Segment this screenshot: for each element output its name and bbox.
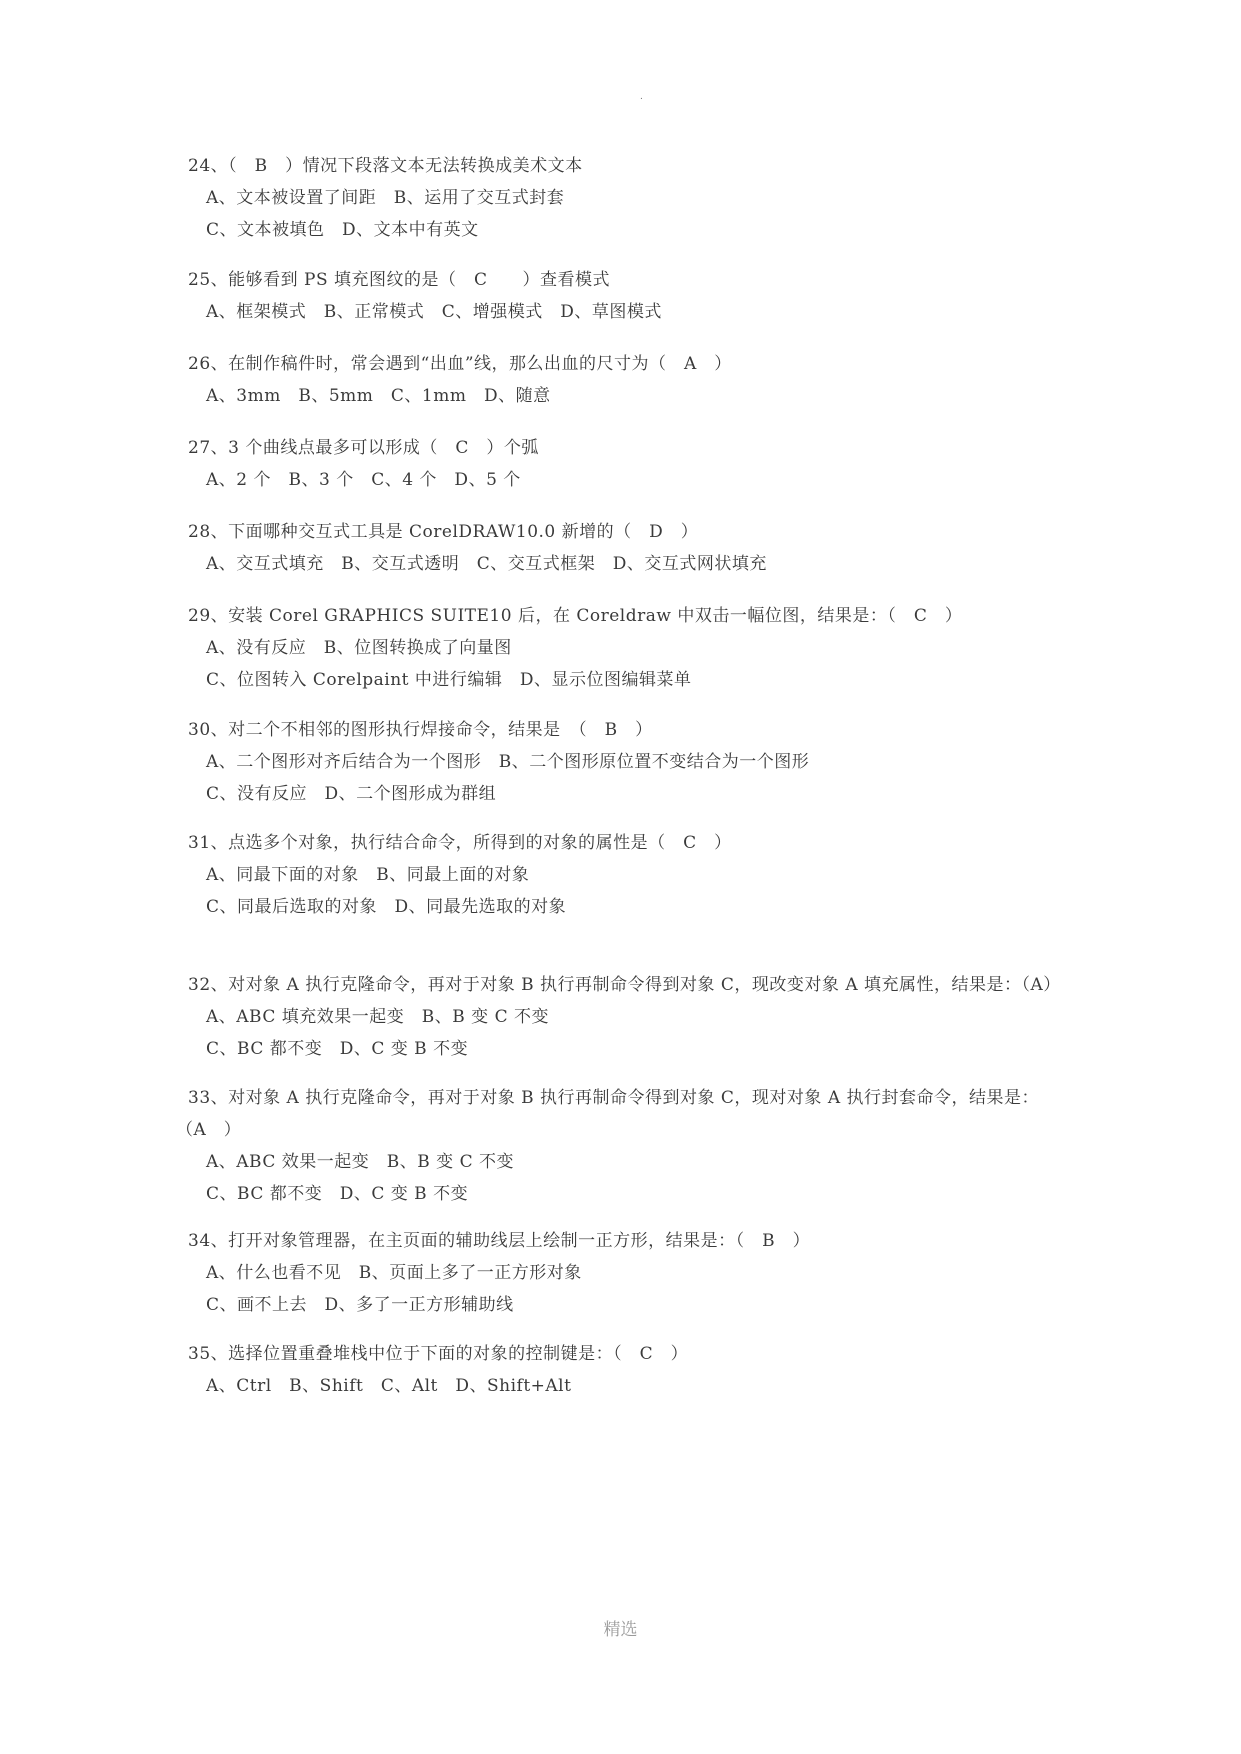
- question-title: 28、下面哪种交互式工具是 CorelDRAW10.0 新增的（ D ）: [188, 522, 699, 542]
- question-options: A、ABC 填充效果一起变 B、B 变 C 不变: [206, 1007, 549, 1027]
- question-title: 30、对二个不相邻的图形执行焊接命令，结果是 （ B ）: [188, 720, 653, 740]
- question-29: [188, 600, 1128, 696]
- question-24: [188, 150, 1128, 246]
- question-title: 31、点选多个对象，执行结合命令，所得到的对象的属性是（ C ）: [188, 833, 732, 853]
- question-title: 25、能够看到 PS 填充图纹的是（ C ）查看模式: [188, 270, 611, 290]
- question-options: C、文本被填色 D、文本中有英文: [206, 220, 479, 240]
- question-options: A、什么也看不见 B、页面上多了一正方形对象: [206, 1263, 582, 1283]
- question-title: 32、对对象 A 执行克隆命令，再对于对象 B 执行再制命令得到对象 C，现改变对象 A 填充属性，结果是：（A）: [188, 975, 1061, 995]
- question-options: A、Ctrl B、Shift C、Alt D、Shift+Alt: [206, 1376, 572, 1396]
- question-32: [188, 969, 1128, 1065]
- question-title: 29、安装 Corel GRAPHICS SUITE10 后，在 Coreldraw 中双击一幅位图，结果是：（ C ）: [188, 606, 963, 626]
- question-35: [188, 1338, 1128, 1402]
- question-options: A、同最下面的对象 B、同最上面的对象: [206, 865, 530, 885]
- question-27: [188, 432, 1128, 496]
- question-31: [188, 827, 1128, 923]
- question-28: [188, 516, 1128, 580]
- question-26: [188, 348, 1128, 412]
- question-options: A、文本被设置了间距 B、运用了交互式封套: [206, 188, 565, 208]
- question-options: C、画不上去 D、多了一正方形辅助线: [206, 1295, 514, 1315]
- question-title: 33、对对象 A 执行克隆命令，再对于对象 B 执行再制命令得到对象 C，现对对象 A 执行封套命令，结果是：: [188, 1088, 1040, 1108]
- question-options: A、框架模式 B、正常模式 C、增强模式 D、草图模式: [206, 302, 662, 322]
- question-options: A、二个图形对齐后结合为一个图形 B、二个图形原位置不变结合为一个图形: [206, 752, 810, 772]
- question-options: C、位图转入 Corelpaint 中进行编辑 D、显示位图编辑菜单: [206, 670, 692, 690]
- question-options: A、3mm B、5mm C、1mm D、随意: [206, 386, 551, 406]
- question-options: C、BC 都不变 D、C 变 B 不变: [206, 1039, 469, 1059]
- question-options: A、没有反应 B、位图转换成了向量图: [206, 638, 512, 658]
- question-answer: （A ）: [176, 1120, 242, 1140]
- question-options: A、2 个 B、3 个 C、4 个 D、5 个: [206, 470, 521, 490]
- question-title: 34、打开对象管理器，在主页面的辅助线层上绘制一正方形，结果是：（ B ）: [188, 1231, 811, 1251]
- question-options: C、没有反应 D、二个图形成为群组: [206, 784, 497, 804]
- question-title: 24、（ B ）情况下段落文本无法转换成美术文本: [188, 156, 583, 176]
- question-title: 27、3 个曲线点最多可以形成（ C ）个弧: [188, 438, 539, 458]
- question-title: 26、在制作稿件时，常会遇到“出血”线，那么出血的尺寸为（ A ）: [188, 354, 732, 374]
- question-options: C、同最后选取的对象 D、同最先选取的对象: [206, 897, 567, 917]
- question-options: C、BC 都不变 D、C 变 B 不变: [206, 1184, 469, 1204]
- question-options: A、交互式填充 B、交互式透明 C、交互式框架 D、交互式网状填充: [206, 554, 767, 574]
- page-footer: 精选: [603, 1620, 638, 1640]
- question-30: [188, 714, 1128, 810]
- question-title: 35、选择位置重叠堆栈中位于下面的对象的控制键是：（ C ）: [188, 1344, 689, 1364]
- question-25: [188, 264, 1128, 328]
- header-dot: .: [640, 92, 643, 102]
- question-options: A、ABC 效果一起变 B、B 变 C 不变: [206, 1152, 514, 1172]
- question-33: [176, 1082, 1128, 1210]
- question-34: [188, 1225, 1128, 1321]
